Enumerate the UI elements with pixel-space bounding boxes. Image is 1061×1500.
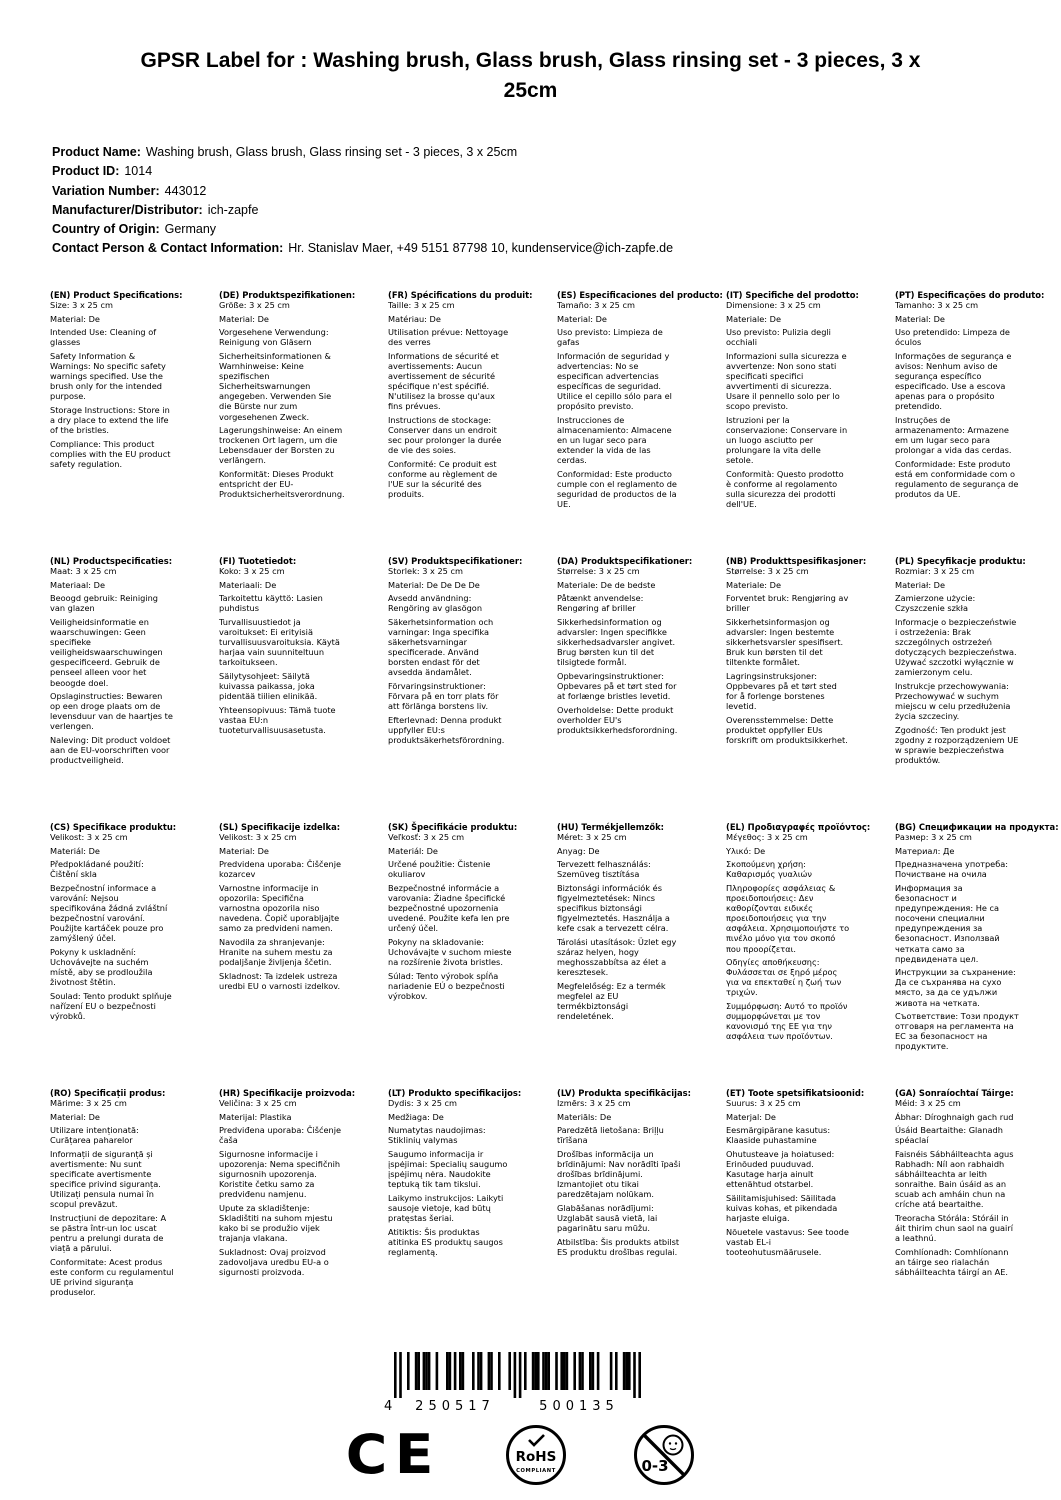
language-block-paragraph: Οδηγίες αποθήκευσης: Φυλάσσεται σε ξηρό μέρος για να επεκταθεί η ζωή των τριχών.	[726, 957, 842, 998]
language-block	[726, 1088, 886, 1354]
language-block-paragraph: Mărime: 3 x 25 cm	[50, 1098, 127, 1109]
language-block-paragraph: Saugumo informacija ir įspėjimai: Specialių saugumo įspėjimų nėra. Naudokite teptuką tik tam tikslui.	[388, 1148, 508, 1190]
language-block-paragraph: Materjal: De	[726, 1111, 776, 1122]
language-block-paragraph: Material: De De De De	[388, 579, 480, 590]
language-block-heading: (CS) Specifikace produktu:	[50, 822, 177, 832]
language-block-paragraph: Informacje o bezpieczeństwie i ostrzeżenia: Brak szczególnych ostrzeżeń dotyczących bezpieczeństwa. Używać szczotki wyłącznie w zamierzonym celu.	[895, 616, 1017, 678]
language-block-heading: (SK) Špecifikácie produktu:	[388, 822, 518, 832]
language-block	[219, 556, 379, 822]
language-block-heading: (FR) Spécifications du produit:	[388, 290, 533, 300]
language-block	[557, 290, 723, 556]
barcode-first-digit: 4	[384, 1399, 393, 1414]
language-block-paragraph: Rozmiar: 3 x 25 cm	[895, 566, 975, 577]
language-block-paragraph: Material: De	[895, 313, 945, 324]
language-block-paragraph: Yhteensopivuus: Tämä tuote vastaa EU:n tuoteturvallisuusasetusta.	[219, 704, 336, 735]
language-block-paragraph: Instrukcje przechowywania: Przechowywać w suchym miejscu w celu przedłużenia życia szczeciny.	[895, 681, 1011, 722]
language-block-paragraph: Zgodność: Ten produkt jest zgodny z rozporządzeniem UE w sprawie bezpieczeństwa produktów.	[895, 724, 1019, 766]
language-block-paragraph: Soulad: Tento produkt splňuje nařízení EU o bezpečnosti výrobků.	[50, 990, 172, 1022]
language-block-paragraph: Biztonsági információk és figyelmeztetések: Nincs specifikus biztonsági figyelmeztetés. Használja a kefe csak a tervezett célra.	[557, 882, 670, 934]
language-block	[50, 822, 210, 1088]
barcode-group1: 250517	[415, 1399, 495, 1414]
language-block-paragraph: Informations de sécurité et avertissements: Aucun avertissement de sécurité spécifique n'est spécifié. N'utilisez la brosse qu'aux fins prévues.	[388, 350, 499, 412]
language-block-paragraph: Veiligheidsinformatie en waarschuwingen: Geen specifieke veiligheidswaarschuwingen gespecificeerd. Gebruik de penseel alleen voor het beoogde doel.	[50, 616, 163, 688]
language-block-paragraph: Conformidad: Este producto cumple con el reglamento de seguridad de productos de la UE.	[557, 469, 677, 510]
language-block-paragraph: Bezpečnostní informace a varování: Nejsou specifikována žádná zvláštní bezpečnostní varování. Použijte kartáček pouze pro zamýšlený účel.	[50, 882, 168, 944]
language-block-paragraph: Laikymo instrukcijos: Laikyti sausoje vietoje, kad būtų pratęstas šeriai.	[388, 1192, 504, 1224]
language-block-paragraph: Predviđena uporaba: Čišćenje čaša	[219, 1125, 342, 1146]
language-block-paragraph: Overholdelse: Dette produkt overholder EU's produktsikkerhedsforordning.	[557, 704, 678, 735]
language-block-paragraph: Koko: 3 x 25 cm	[219, 566, 285, 577]
language-grid	[50, 290, 1059, 1354]
product-info-label: Contact Person & Contact Information:	[52, 241, 284, 256]
language-block-paragraph: Méid: 3 x 25 cm	[895, 1098, 961, 1109]
age-warning-0-3-icon	[633, 1424, 695, 1486]
language-block-heading: (NL) Productspecificaties:	[50, 556, 173, 566]
language-block-paragraph: Instrucțiuni de depozitare: A se păstra într-un loc uscat pentru a prelungi durata de viață a părului.	[50, 1213, 167, 1254]
rohs-check-icon	[529, 1435, 544, 1445]
language-block	[557, 556, 717, 822]
language-block-heading: (EN) Product Specifications:	[50, 290, 183, 300]
product-info-label: Manufacturer/Distributor:	[52, 202, 203, 217]
language-block-paragraph: Información de seguridad y advertencias: No se especifican advertencias específicas de seguridad. Utilice el cepillo sólo para el propósito previsto.	[557, 350, 672, 412]
rohs-label: RoHS	[515, 1449, 556, 1465]
language-block	[50, 556, 210, 822]
product-info-row	[52, 239, 673, 258]
language-block-paragraph: Tarkoitettu käyttö: Lasien puhdistus	[219, 593, 323, 614]
language-block-paragraph: Tárolási utasítások: Üzlet egy száraz helyen, hogy meghosszabbítsa az élet a keresztesek.	[557, 936, 677, 978]
product-info-label: Product ID:	[52, 164, 120, 179]
language-block-paragraph: Conformité: Ce produit est conforme au règlement de l'UE sur la sécurité des produits.	[388, 458, 498, 500]
language-block	[388, 556, 548, 822]
language-block-paragraph: Veľkosť: 3 x 25 cm	[388, 832, 465, 843]
language-block	[388, 1088, 548, 1354]
language-block-paragraph: Storage Instructions: Store in a dry place to extend the life of the bristles.	[50, 404, 170, 436]
language-block-paragraph: Vorgesehene Verwendung: Reinigung von Gläsern	[219, 327, 329, 348]
language-block-paragraph: Материал: Де	[895, 845, 955, 856]
language-block-paragraph: Varnostne informacije in opozorila: Specifična varnostna opozorila niso navedena. Čopič uporabljajte samo za predvideni namen.	[219, 882, 340, 934]
language-block-paragraph: Förvaringsinstruktioner: Förvara på en torr plats för att förlänga borstens liv.	[388, 681, 499, 712]
language-block-paragraph: Säilitamisjuhised: Säilitada kuivas kohas, et pikendada harjaste eluiga.	[726, 1192, 838, 1224]
language-block-paragraph: Materiał: De	[895, 579, 946, 590]
language-block-paragraph: Comhlíonadh: Comhlíonann an táirge seo rialachán sábháilteachta táirgí an AE.	[895, 1246, 1009, 1277]
language-block-paragraph: Instructions de stockage: Conserver dans un endroit sec pour prolonger la durée de vie des soies.	[388, 415, 502, 456]
language-block-paragraph: Storlek: 3 x 25 cm	[388, 566, 463, 577]
language-block-paragraph: Ábhar: Díroghnaigh gach rud	[895, 1111, 1014, 1122]
language-block-paragraph: Utilizare intenționată: Curățarea paharelor	[50, 1125, 139, 1146]
language-block-paragraph: Materiale: De	[726, 313, 782, 324]
language-block-paragraph: Предназначена употреба: Почистване на очила	[895, 859, 1009, 880]
page-title: GPSR Label for : Washing brush, Glass brush, Glass rinsing set - 3 pieces, 3 x 25cm	[140, 49, 921, 103]
product-info	[52, 143, 673, 259]
language-block-paragraph: Súlad: Tento výrobok spĺňa nariadenie EÚ o bezpečnosti výrobkov.	[388, 970, 505, 1001]
language-block-heading: (SL) Specifikacije izdelka:	[219, 822, 341, 832]
product-info-value: 443012	[164, 183, 207, 198]
language-block	[726, 822, 886, 1088]
language-block-paragraph: Numatytas naudojimas: Stiklinių valymas	[388, 1125, 486, 1146]
product-info-value: ich-zapfe	[207, 202, 259, 217]
language-block-heading: (HR) Specifikacije proizvoda:	[219, 1088, 356, 1098]
language-block-paragraph: Размер: 3 x 25 cm	[895, 832, 972, 843]
language-block-paragraph: Πληροφορίες ασφάλειας & προειδοποιήσεις: Δεν καθορίζονται ειδικές προειδοποιήσεις για την ασφάλεια. Χρησιμοποιήστε το πινέλο μόνο για τον σκοπό που προορίζεται.	[726, 882, 850, 954]
language-block-paragraph: Pokyny k uskladnění: Uchovávejte na suchém místě, aby se prodloužila životnost štětin.	[50, 947, 153, 988]
language-block-paragraph: Uso previsto: Pulizia degli occhiali	[726, 327, 831, 348]
language-block-heading: (PT) Especificações do produto:	[895, 290, 1045, 300]
language-block-paragraph: Intended Use: Cleaning of glasses	[50, 327, 157, 348]
language-block-paragraph: Materiaali: De	[219, 579, 277, 590]
language-block-paragraph: Sicherheitsinformationen & Warnhinweise: Keine spezifischen Sicherheitswarnungen angegeben. Verwenden Sie die Bürste nur zum vorgesehenen Zweck.	[219, 350, 332, 422]
language-block	[557, 822, 717, 1088]
language-block-paragraph: Maat: 3 x 25 cm	[50, 566, 117, 577]
product-info-value: Germany	[164, 222, 217, 237]
language-block-paragraph: Zamierzone użycie: Czyszczenie szkła	[895, 593, 976, 614]
product-info-label: Variation Number:	[52, 183, 160, 198]
language-block-paragraph: Materiál: De	[388, 845, 438, 856]
language-block-heading: (BG) Спецификации на продукта:	[895, 822, 1059, 832]
language-block-heading: (NB) Produkttspesifikasjoner:	[726, 556, 867, 566]
language-block-paragraph: Atitiktis: Šis produktas atitinka ES produktų saugos reglamentą.	[388, 1226, 503, 1257]
language-block-paragraph: Treoracha Stórála: Stóráil in áit thirim chun saol na guairí a leathnú.	[895, 1213, 1013, 1244]
product-info-row	[52, 182, 673, 201]
language-block-paragraph: Materiál: De	[50, 845, 100, 856]
language-block	[388, 822, 548, 1088]
language-block-paragraph: Materiale: De	[726, 579, 782, 590]
language-block-paragraph: Upute za skladištenje: Skladištiti na suhom mjestu kako bi se produžio vijek trajanja vlakana.	[219, 1202, 333, 1244]
language-block-paragraph: Suurus: 3 x 25 cm	[726, 1098, 801, 1109]
language-block-heading: (FI) Tuotetiedot:	[219, 556, 297, 566]
language-block-paragraph: Material: De	[50, 313, 100, 324]
language-block-heading: (IT) Specifiche del prodotto:	[726, 290, 859, 300]
rohs-sublabel: COMPLIANT	[515, 1468, 556, 1474]
language-block-paragraph: Materijal: Plastika	[219, 1111, 292, 1122]
product-info-row	[52, 201, 673, 220]
language-block	[219, 290, 379, 556]
language-block	[895, 556, 1055, 822]
language-block-heading: (ES) Especificaciones del producto:	[557, 290, 723, 300]
language-block-heading: (LT) Produkto specifikacijos:	[388, 1088, 522, 1098]
language-block-paragraph: Materiale: De de bedste	[557, 579, 656, 590]
language-block-paragraph: Forventet bruk: Rengjøring av briller	[726, 593, 849, 614]
language-block-paragraph: Σκοπούμενη χρήση: Καθαρισμός γυαλιών	[726, 859, 812, 880]
language-block-paragraph: Ohutusteave ja hoiatused: Erinõuded puuduvad. Kasutage harja ainult ettenähtud otstarbel.	[726, 1148, 835, 1190]
language-block-paragraph: Instrucciones de almacenamiento: Almacene en un lugar seco para extender la vida de las cerdas.	[557, 415, 672, 466]
product-info-row	[52, 220, 673, 239]
language-block-paragraph: Size: 3 x 25 cm	[50, 300, 113, 311]
language-block-paragraph: Material: De	[50, 1111, 100, 1122]
language-block-paragraph: Tamaño: 3 x 25 cm	[557, 300, 635, 311]
language-block	[557, 1088, 717, 1354]
product-info-value: Hr. Stanislav Maer, +49 5151 87798 10, kundenservice@ich-zapfe.de	[288, 241, 674, 256]
product-info-label: Country of Origin:	[52, 222, 160, 237]
language-block-paragraph: Pokyny na skladovanie: Uchovávajte v suchom mieste na rozšírenie života bristles.	[388, 936, 512, 968]
product-info-label: Product Name:	[52, 145, 141, 159]
barcode-group2: 500135	[539, 1399, 619, 1414]
product-info-value: Washing brush, Glass brush, Glass rinsing set - 3 pieces, 3 x 25cm	[145, 145, 518, 159]
language-block-paragraph: Съответствие: Този продукт отговаря на регламента на ЕС за безопасност на продуктите.	[895, 1011, 1019, 1052]
language-block	[219, 822, 379, 1088]
language-block-paragraph: Tamanho: 3 x 25 cm	[895, 300, 979, 311]
language-block-paragraph: Velikost: 3 x 25 cm	[219, 832, 297, 843]
language-block-paragraph: Informazioni sulla sicurezza e avvertenze: Non sono stati specificati specifici avvertimenti di sicurezza. Usare il pennello solo per lo scopo previsto.	[726, 350, 847, 412]
language-block-paragraph: Velikost: 3 x 25 cm	[50, 832, 128, 843]
language-block-heading: (DE) Produktspezifikationen:	[219, 290, 356, 300]
language-block-paragraph: Istruzioni per la conservazione: Conservare in un luogo asciutto per prolungare la vita delle setole.	[726, 415, 848, 466]
language-block-paragraph: Compliance: This product complies with the EU product safety regulation.	[50, 438, 171, 469]
language-block-paragraph: Informações de segurança e avisos: Nenhum aviso de segurança específico especificado. Use a escova apenas para o propósito pretendido.	[895, 350, 1012, 412]
language-block-paragraph: Izmērs: 3 x 25 cm	[557, 1098, 631, 1109]
language-block-paragraph: Utilisation prévue: Nettoyage des verres	[388, 327, 509, 348]
language-block-paragraph: Efterlevnad: Denna produkt uppfyller EU:s produktsäkerhetsförordning.	[388, 714, 505, 745]
language-block-heading: (RO) Specificații produs:	[50, 1088, 166, 1098]
language-block-heading: (GA) Sonraíochtaí Táirge:	[895, 1088, 1014, 1098]
language-block-paragraph: Størrelse: 3 x 25 cm	[726, 566, 809, 577]
language-block-paragraph: Drošības informācija un brīdinājumi: Nav norādīti īpaši drošības brīdinājumi. Izmantojiet otu tikai paredzētajam nolūkam.	[557, 1148, 681, 1200]
language-block-paragraph: Předpokládané použití: Čištění skla	[50, 859, 144, 880]
baby-face-icon	[663, 1436, 682, 1455]
language-block-paragraph: Opslaginstructies: Bewaren op een droge plaats om de levensduur van de haartjes te verlengen.	[50, 691, 173, 732]
language-block-paragraph: Turvallisuustiedot ja varoitukset: Ei erityisiä turvallisuusvaroituksia. Käytä harjaa vain suunniteltuun tarkoitukseen.	[219, 616, 340, 668]
language-block-paragraph: Opbevaringsinstruktioner: Opbevares på et tørt sted for at forlænge bristles levetid.	[557, 670, 677, 702]
language-block-paragraph: Faisnéis Sábháilteachta agus Rabhadh: Níl aon rabhaidh sábháilteachta ar leith sonraithe. Bain úsáid as an scuab ach amháin chun na críche atá beartaithe.	[895, 1148, 1014, 1210]
language-block-paragraph: Størrelse: 3 x 25 cm	[557, 566, 640, 577]
product-info-row	[52, 143, 673, 162]
language-block-paragraph: Υλικό: De	[726, 845, 766, 856]
language-block	[895, 1088, 1055, 1354]
language-block-paragraph: Säkerhetsinformation och varningar: Inga specifika säkerhetsvarningar specificerade. Använd borsten endast för det avsedda ändamålet.	[388, 616, 494, 678]
language-block-paragraph: Naleving: Dit product voldoet aan de EU-voorschriften voor productveiligheid.	[50, 735, 171, 766]
language-block-paragraph: Eesmärgipärane kasutus: Klaaside puhastamine	[726, 1125, 831, 1146]
language-block-paragraph: Lagerungshinweise: An einem trockenen Ort lagern, um die Lebensdauer der Borsten zu verlängern.	[219, 425, 343, 466]
product-info-value: 1014	[124, 164, 153, 179]
language-block-paragraph: Conformità: Questo prodotto è conforme al regolamento sulla sicurezza dei prodotti dell'UE.	[726, 469, 844, 510]
language-block	[219, 1088, 379, 1354]
language-block-paragraph: Sukladnost: Ovaj proizvod zadovoljava uredbu EU-a o sigurnosti proizvoda.	[219, 1246, 329, 1277]
language-block-heading: (DA) Produktspecifikationer:	[557, 556, 693, 566]
language-block-paragraph: Påtænkt anvendelse: Rengøring af briller	[557, 593, 644, 614]
language-block-paragraph: Avsedd användning: Rengöring av glasögon	[388, 593, 483, 614]
language-block-paragraph: Sikkerhetsinformasjon og advarsler: Ingen bestemte sikkerhetsvarsler spesifisert. Bruk kun børsten til det tiltenkte formålet.	[726, 616, 844, 668]
language-block	[726, 290, 886, 556]
language-block-paragraph: Uso pretendido: Limpeza de óculos	[895, 327, 1010, 348]
language-block-paragraph: Určené použitie: Čistenie okuliarov	[388, 859, 491, 880]
language-block-paragraph: Méret: 3 x 25 cm	[557, 832, 627, 843]
language-block-paragraph: Dydis: 3 x 25 cm	[388, 1098, 458, 1109]
language-block-heading: (SV) Produktspecifikationer:	[388, 556, 523, 566]
language-block-paragraph: Atbilstība: Šis produkts atbilst ES produktu drošības regulai.	[557, 1236, 680, 1257]
language-block-paragraph: Dimensione: 3 x 25 cm	[726, 300, 821, 311]
language-block-paragraph: Bezpečnostné informácie a varovania: Žiadne špecifické bezpečnostné upozornenia uvedené. Použite kefa len pre určený účel.	[388, 882, 510, 934]
language-block-paragraph: Informații de siguranță și avertismente: Nu sunt specificate avertismente specifice privind siguranța. Utilizați pensula numai în scopul prevăzut.	[50, 1148, 161, 1210]
language-block-paragraph: Veličina: 3 x 25 cm	[219, 1098, 297, 1109]
barcode-bars	[394, 1352, 641, 1398]
language-block-paragraph: Megfelelőség: Ez a termék megfelel az EU termékbiztonsági rendeletének.	[557, 980, 666, 1022]
language-block	[50, 1088, 210, 1354]
language-block-paragraph: Sikkerhedsinformation og advarsler: Ingen specifikke sikkerhedsadvarsler angivet. Brug børsten kun til det tilsigtede formål.	[557, 616, 676, 668]
language-block-paragraph: Paredzētā lietošana: Briļļu tīrīšana	[557, 1125, 664, 1146]
language-block	[726, 556, 886, 822]
language-block	[895, 290, 1055, 556]
language-block-paragraph: Lagringsinstruksjoner: Oppbevares på et tørt sted for å forlenge borstenes levetid.	[726, 670, 837, 712]
language-block-heading: (EL) Προδιαγραφές προϊόντος:	[726, 822, 871, 832]
language-block-paragraph: Material: De	[557, 313, 607, 324]
age-warning-label: 0-3	[640, 1457, 669, 1475]
language-block-paragraph: Predvidena uporaba: Čiščenje kozarcev	[219, 859, 342, 880]
language-block-paragraph: Materiāls: De	[557, 1111, 612, 1122]
language-block-paragraph: Conformidade: Este produto está em conformidade com o regulamento de segurança de produtos da UE.	[895, 458, 1019, 500]
language-block-paragraph: Konformität: Dieses Produkt entspricht der EU-Produktsicherheitsverordnung.	[219, 469, 345, 500]
language-block-paragraph: Conformitate: Acest produs este conform cu regulamentul UE privind siguranța produselor.	[50, 1256, 174, 1298]
language-block-paragraph: Beoogd gebruik: Reiniging van glazen	[50, 593, 158, 614]
product-info-row	[52, 162, 673, 181]
language-block-paragraph: Skladnost: Ta izdelek ustreza uredbi EU o varnosti izdelkov.	[219, 970, 341, 991]
language-block-heading: (HU) Termékjellemzők:	[557, 822, 665, 832]
compliance-icons	[345, 1423, 695, 1486]
language-block	[895, 822, 1059, 1088]
language-block-paragraph: Sigurnosne informacije i upozorenja: Nema specifičnih sigurnosnih upozorenja. Koristite četku samo za predviđenu namjenu.	[219, 1148, 341, 1200]
language-block-paragraph: Úsáid Beartaithe: Glanadh spéaclaí	[895, 1125, 1003, 1146]
barcode-svg	[378, 1352, 658, 1416]
language-block-paragraph: Tervezett felhasználás: Szemüveg tisztítása	[557, 859, 651, 880]
language-block-paragraph: Navodila za shranjevanje: Hranite na suhem mestu za podaljšanje življenja ščetin.	[219, 936, 333, 968]
language-block-paragraph: Materiaal: De	[50, 579, 105, 590]
language-block-paragraph: Material: De	[219, 313, 269, 324]
language-block	[50, 290, 210, 556]
language-block-heading: (LV) Produkta specifikācijas:	[557, 1088, 691, 1098]
language-block-paragraph: Größe: 3 x 25 cm	[219, 300, 290, 311]
language-block-paragraph: Matériau: De	[388, 313, 441, 324]
language-block-paragraph: Overensstemmelse: Dette produktet oppfyller EUs forskrift om produktsikkerhet.	[726, 714, 848, 745]
language-block-heading: (PL) Specyfikacje produktu:	[895, 556, 1026, 566]
language-block	[388, 290, 548, 556]
language-block-paragraph: Μέγεθος: 3 x 25 cm	[726, 832, 808, 843]
language-block-paragraph: Glabāšanas norādījumi: Uzglabāt sausā vietā, lai pagarinātu saru mūžu.	[557, 1202, 658, 1234]
language-block-paragraph: Medžiaga: De	[388, 1111, 444, 1122]
language-block-paragraph: Инструкции за съхранение: Да се съхранява на сухо място, за да се удължи живота на четката.	[895, 967, 1016, 1008]
language-block-paragraph: Material: De	[219, 845, 269, 856]
ce-mark-icon: CE	[345, 1423, 441, 1486]
language-block-paragraph: Säilytysohjeet: Säilytä kuivassa paikassa, joka pidentää tiilien elinikää.	[219, 670, 318, 702]
language-block-paragraph: Συμμόρφωση: Αυτό το προϊόν συμμορφώνεται με τον κανονισμό της ΕΕ για την ασφάλεια των προϊόντων.	[726, 1001, 848, 1042]
language-block-heading: (ET) Toote spetsifikatsioonid:	[726, 1088, 865, 1098]
language-block-paragraph: Uso previsto: Limpieza de gafas	[557, 327, 663, 348]
language-block-paragraph: Информация за безопасност и предупреждения: Не са посочени специални предупреждения за безопасност. Използвай четката само за предвидената цел.	[895, 882, 1000, 964]
rohs-icon	[505, 1424, 567, 1486]
language-block-paragraph: Taille: 3 x 25 cm	[388, 300, 455, 311]
ean-barcode	[378, 1352, 658, 1416]
language-block-paragraph: Anyag: De	[557, 845, 600, 856]
language-block-paragraph: Nõuetele vastavus: See toode vastab EL-i tooteohutusmäärusele.	[726, 1226, 849, 1257]
language-block-paragraph: Safety Information & Warnings: No specific safety warnings specified. Use the brush only for the intended purpose.	[50, 350, 166, 402]
language-block-paragraph: Instruções de armazenamento: Armazene em um lugar seco para prolongar a vida das cerdas.	[895, 415, 1012, 456]
